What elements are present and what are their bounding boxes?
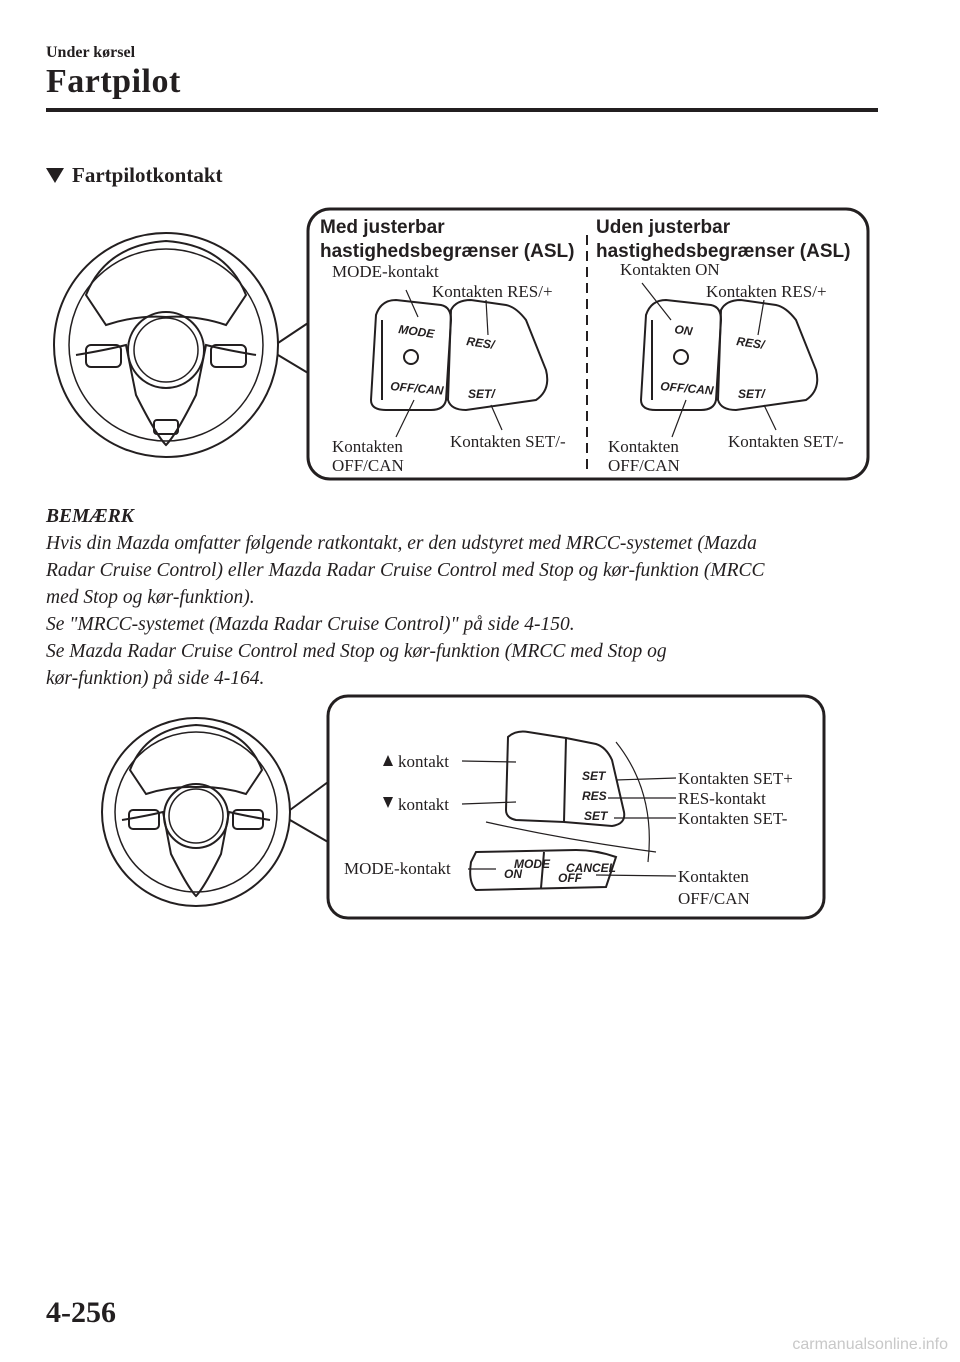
label-mode-switch: MODE-kontakt: [344, 859, 451, 878]
right-label-res: Kontakten RES/+: [706, 282, 827, 301]
subheading: [46, 163, 223, 188]
figure-cruise-switch: [46, 205, 876, 490]
right-switch-illustration: [641, 283, 817, 437]
left-btn-offcan: OFF/CAN: [389, 379, 445, 398]
label-res: RES-kontakt: [678, 789, 766, 808]
note-line-4: Se "MRCC-systemet (Mazda Radar Cruise Control)" på side 4-150.: [46, 614, 575, 635]
note-line-6: kør-funktion) på side 4-164.: [46, 668, 265, 689]
watermark: carmanualsonline.info: [792, 1336, 948, 1353]
left-label-set: Kontakten SET/-: [450, 432, 566, 451]
right-label-on: Kontakten ON: [620, 260, 720, 279]
figure-mrcc-switch: [96, 692, 830, 924]
label-offcan-1: Kontakten: [678, 867, 749, 886]
right-btn-res: RES/: [735, 334, 766, 352]
note-line-3: med Stop og kør-funktion).: [46, 587, 255, 608]
right-btn-on: ON: [673, 322, 694, 339]
label-down-switch: kontakt: [398, 795, 449, 814]
left-heading-2: hastighedsbegrænser (ASL): [320, 241, 575, 262]
mrcc-switch-illustration: [470, 732, 656, 890]
left-heading-1: Med justerbar: [320, 217, 445, 238]
left-label-offcan-2: OFF/CAN: [332, 456, 404, 475]
up-arrow-icon: [383, 755, 393, 766]
note-line-2: Radar Cruise Control) eller Mazda Radar Cruise Control med Stop og kør-funktion (MRCC: [46, 560, 765, 581]
subheading-text: Fartpilotkontakt: [72, 163, 223, 187]
note-line-5: Se Mazda Radar Cruise Control med Stop og kør-funktion (MRCC med Stop og: [46, 641, 667, 662]
left-label-res: Kontakten RES/+: [432, 282, 553, 301]
right-heading-1: Uden justerbar: [596, 217, 731, 238]
right-heading-2: hastighedsbegrænser (ASL): [596, 241, 851, 262]
left-label-offcan-1: Kontakten: [332, 437, 403, 456]
label-set-plus: Kontakten SET+: [678, 769, 793, 788]
title-rule: [46, 108, 878, 112]
left-btn-set: SET/: [468, 387, 495, 401]
btn-off: OFF: [558, 871, 582, 885]
btn-res: RES: [582, 789, 607, 803]
steering-wheel-illustration: [54, 233, 278, 457]
right-btn-offcan: OFF/CAN: [659, 379, 715, 398]
right-label-offcan-1: Kontakten: [608, 437, 679, 456]
section-name: Under kørsel: [46, 44, 136, 61]
left-label-mode: MODE-kontakt: [332, 262, 439, 281]
btn-set-top: SET: [582, 769, 606, 783]
note-heading: BEMÆRK: [46, 506, 134, 527]
page-title: Fartpilot: [46, 63, 181, 100]
right-btn-set: SET/: [738, 387, 765, 401]
label-set-minus: Kontakten SET-: [678, 809, 788, 828]
page-number: 4-256: [46, 1296, 116, 1329]
btn-on: ON: [504, 867, 522, 881]
label-up-switch: kontakt: [398, 752, 449, 771]
btn-mode: MODE: [514, 857, 550, 871]
left-btn-mode: MODE: [397, 322, 436, 341]
note-line-1: Hvis din Mazda omfatter følgende ratkontakt, er den udstyret med MRCC-systemet (Mazda: [46, 533, 757, 554]
note-block: [46, 503, 886, 692]
down-arrow-icon: [383, 797, 393, 808]
btn-set-bottom: SET: [584, 809, 608, 823]
left-switch-illustration: [371, 290, 547, 437]
btn-cancel: CANCEL: [566, 861, 616, 875]
label-offcan-2: OFF/CAN: [678, 889, 750, 908]
right-label-offcan-2: OFF/CAN: [608, 456, 680, 475]
triangle-bullet-icon: [46, 168, 64, 183]
left-btn-res: RES/: [465, 334, 496, 352]
steering-wheel-illustration-2: [102, 718, 290, 906]
leader-lines: [462, 761, 676, 876]
right-label-set: Kontakten SET/-: [728, 432, 844, 451]
